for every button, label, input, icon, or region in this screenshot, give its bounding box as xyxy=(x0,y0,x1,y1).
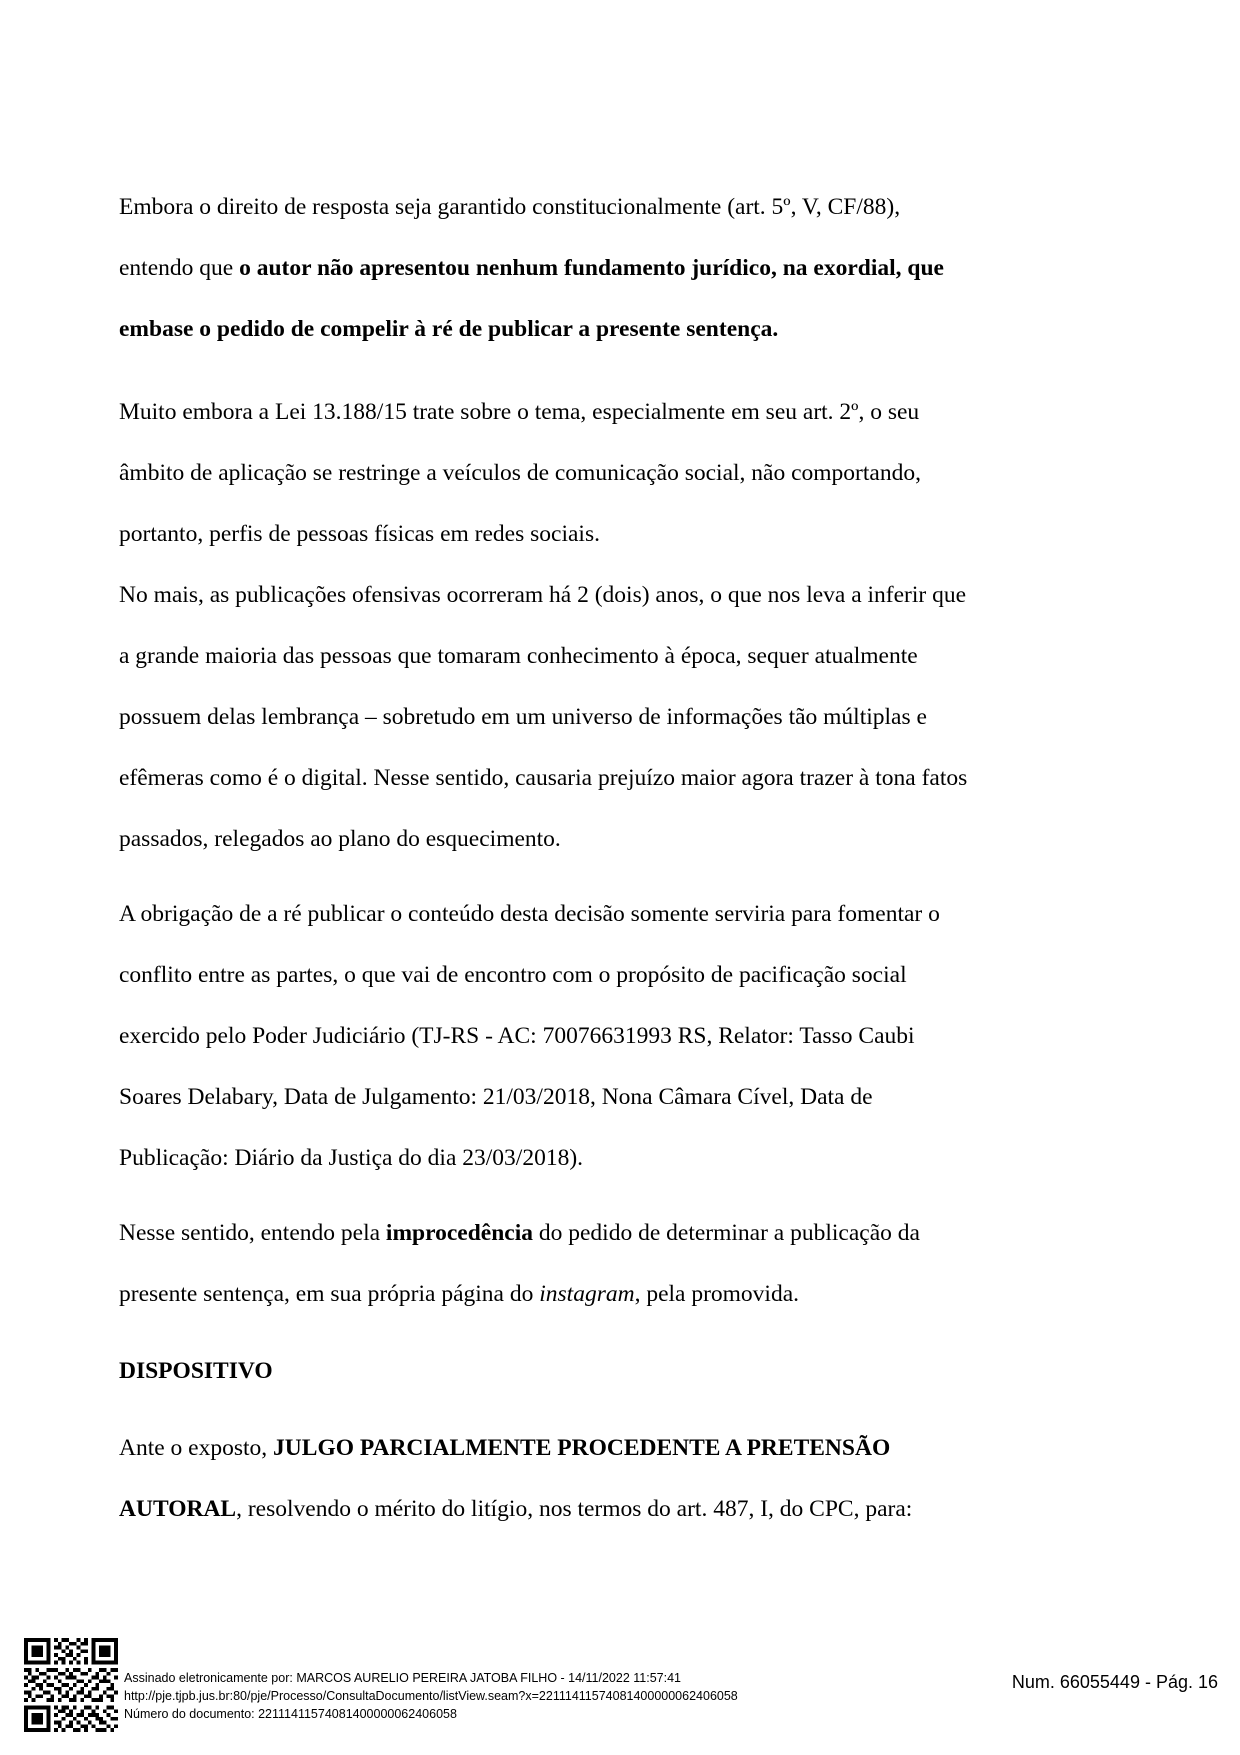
text-line: passados, relegados ao plano do esquecimento. xyxy=(119,826,561,852)
qr-code-icon xyxy=(24,1638,118,1732)
text-line: Ante o exposto, JULGO PARCIALMENTE PROCEDENTE A PRETENSÃO xyxy=(119,1435,891,1461)
italic-text: instagram xyxy=(539,1281,635,1307)
section-heading xyxy=(119,1341,1069,1402)
text-line xyxy=(119,299,1069,360)
text-line: a grande maioria das pessoas que tomaram conhecimento à época, sequer atualmente xyxy=(119,643,918,669)
signature-footer xyxy=(0,1610,1240,1755)
paragraph-judgment xyxy=(119,1418,1069,1540)
text-line: AUTORAL, resolvendo o mérito do litígio, nos termos do art. 487, I, do CPC, para: xyxy=(119,1496,913,1522)
page-reference: Num. 66055449 - Pág. 16 xyxy=(1011,1672,1218,1692)
bold-text: improcedência xyxy=(385,1220,533,1246)
text-line: Nesse sentido, entendo pela improcedência do pedido de determinar a publicação da xyxy=(119,1220,920,1246)
text-line: A obrigação de a ré publicar o conteúdo desta decisão somente serviria para fomentar o xyxy=(119,901,940,927)
text-line: presente sentença, em sua própria página do instagram, pela promovida. xyxy=(119,1281,800,1307)
bold-text: o autor não apresentou nenhum fundamento jurídico, na exordial, que xyxy=(239,255,944,281)
bold-text: AUTORAL xyxy=(119,1496,237,1522)
signature-info xyxy=(124,1669,738,1723)
text-line: exercido pelo Poder Judiciário (TJ-RS - AC: 70076631993 RS, Relator: Tasso Caubi xyxy=(119,1023,915,1049)
text-line: Muito embora a Lei 13.188/15 trate sobre o tema, especialmente em seu art. 2º, o seu xyxy=(119,399,920,425)
text-line: efêmeras como é o digital. Nesse sentido, causaria prejuízo maior agora trazer à tona fatos xyxy=(119,765,968,791)
bold-text: embase o pedido de compelir à ré de publicar a presente sentença. xyxy=(119,316,779,342)
text-line: âmbito de aplicação se restringe a veículos de comunicação social, não comportando, xyxy=(119,460,921,486)
text-line: possuem delas lembrança – sobretudo em um universo de informações tão múltiplas e xyxy=(119,704,927,730)
text-line: Embora o direito de resposta seja garantido constitucionalmente (art. 5º, V, CF/88), xyxy=(119,194,901,220)
text-line: entendo que o autor não apresentou nenhum fundamento jurídico, na exordial, que xyxy=(119,255,944,281)
text-line: conflito entre as partes, o que vai de encontro com o propósito de pacificação social xyxy=(119,962,907,988)
heading-text: DISPOSITIVO xyxy=(119,1358,273,1384)
bold-text: JULGO PARCIALMENTE PROCEDENTE A PRETENSÃO xyxy=(273,1435,891,1461)
signed-by-text: Assinado eletronicamente por: MARCOS AURELIO PEREIRA JATOBA FILHO - 14/11/2022 11:57:41 xyxy=(124,1671,681,1685)
document-url-link[interactable]: http://pje.tjpb.jus.br:80/pje/Processo/ConsultaDocumento/listView.seam?x=22111411574081400000062406058 xyxy=(124,1689,738,1703)
paragraph-obligation xyxy=(119,884,1069,1189)
text-line: portanto, perfis de pessoas físicas em redes sociais. xyxy=(119,521,600,547)
text-line: Soares Delabary, Data de Julgamento: 21/03/2018, Nona Câmara Cível, Data de xyxy=(119,1084,873,1110)
text-line: Publicação: Diário da Justiça do dia 23/03/2018). xyxy=(119,1145,584,1171)
text-line: No mais, as publicações ofensivas ocorreram há 2 (dois) anos, o que nos leva a inferir que xyxy=(119,582,967,608)
document-number-text: Número do documento: 22111411574081400000062406058 xyxy=(124,1707,457,1721)
paragraph-improcedence xyxy=(119,1203,1069,1325)
paragraph-publications xyxy=(119,565,1069,870)
paragraph-right-of-reply xyxy=(119,177,1069,360)
paragraph-law-scope xyxy=(119,382,1069,565)
